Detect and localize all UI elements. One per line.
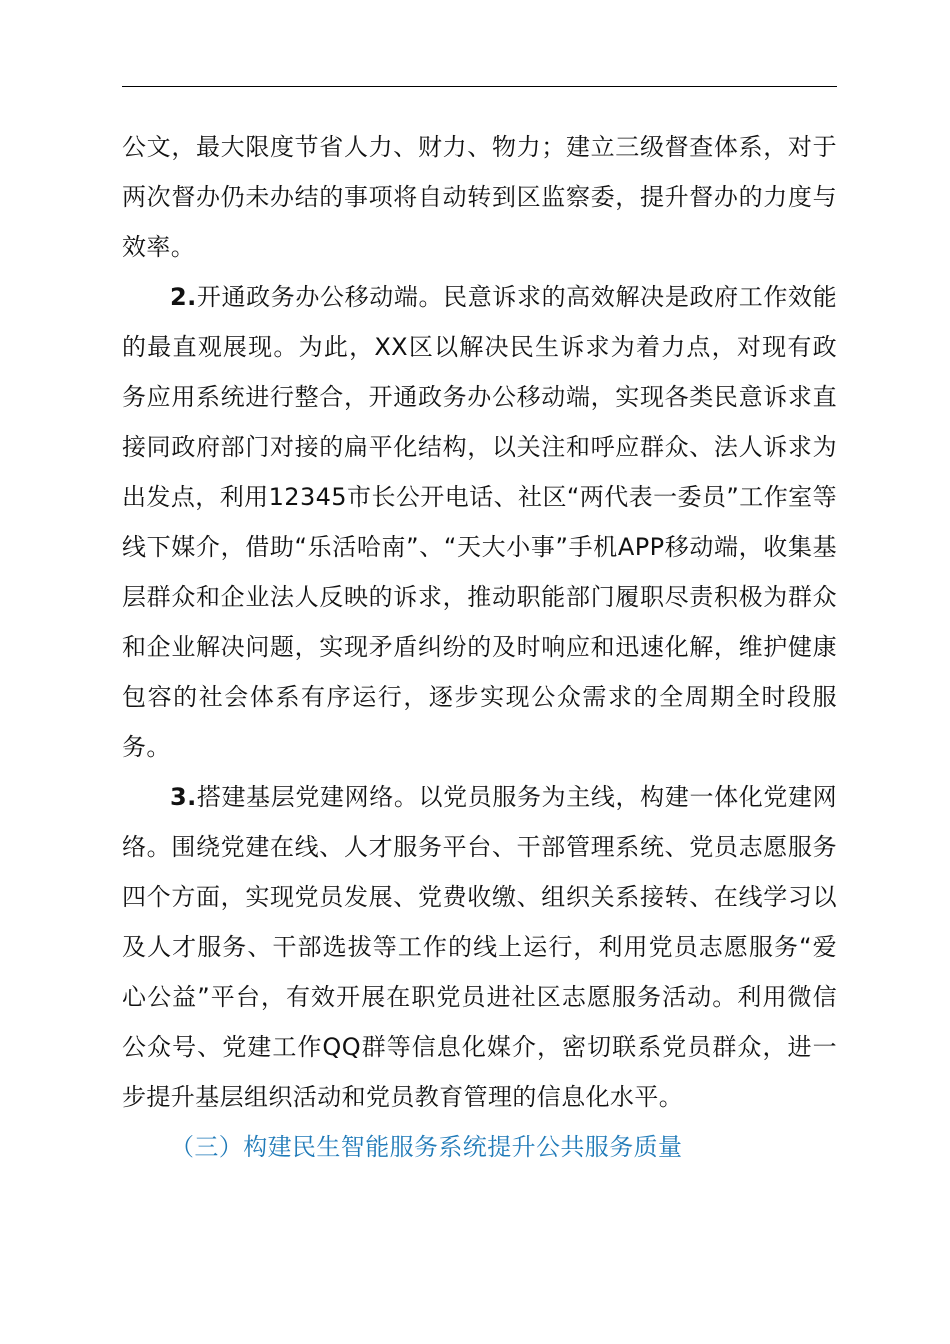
item-number: 2. <box>170 283 197 311</box>
item-number: 3. <box>170 783 197 811</box>
document-body <box>122 122 837 1172</box>
paragraph-text: 开通政务办公移动端。民意诉求的高效解决是政府工作效能的最直观展现。为此，XX区以解决民生诉求为着力点，对现有政务应用系统进行整合，开通政务办公移动端，实现各类民意诉求直接同政府部门对接的扁平化结构，以关注和呼应群众、法人诉求为出发点，利用12345市长公开电话、社区“两代表一委员”工作室等线下媒介，借助“乐活哈南”、“天大小事”手机APP移动端，收集基层群众和企业法人反映的诉求，推动职能部门履职尽责积极为群众和企业解决问题，实现矛盾纠纷的及时响应和迅速化解，维护健康包容的社会体系有序运行，逐步实现公众需求的全周期全时段服务。 <box>122 283 837 761</box>
section-heading: （三）构建民生智能服务系统提升公共服务质量 <box>170 1133 683 1161</box>
header-rule <box>122 86 837 87</box>
paragraph-item-2 <box>122 272 837 772</box>
paragraph-item-3 <box>122 772 837 1122</box>
paragraph-continuation <box>122 122 837 272</box>
paragraph-text: 搭建基层党建网络。以党员服务为主线，构建一体化党建网络。围绕党建在线、人才服务平台、干部管理系统、党员志愿服务四个方面，实现党员发展、党费收缴、组织关系接转、在线学习以及人才服务、干部选拔等工作的线上运行，利用党员志愿服务“爱心公益”平台，有效开展在职党员进社区志愿服务活动。利用微信公众号、党建工作QQ群等信息化媒介，密切联系党员群众，进一步提升基层组织活动和党员教育管理的信息化水平。 <box>122 783 837 1111</box>
paragraph-text: 公文，最大限度节省人力、财力、物力；建立三级督查体系，对于两次督办仍未办结的事项将自动转到区监察委，提升督办的力度与效率。 <box>122 133 837 261</box>
